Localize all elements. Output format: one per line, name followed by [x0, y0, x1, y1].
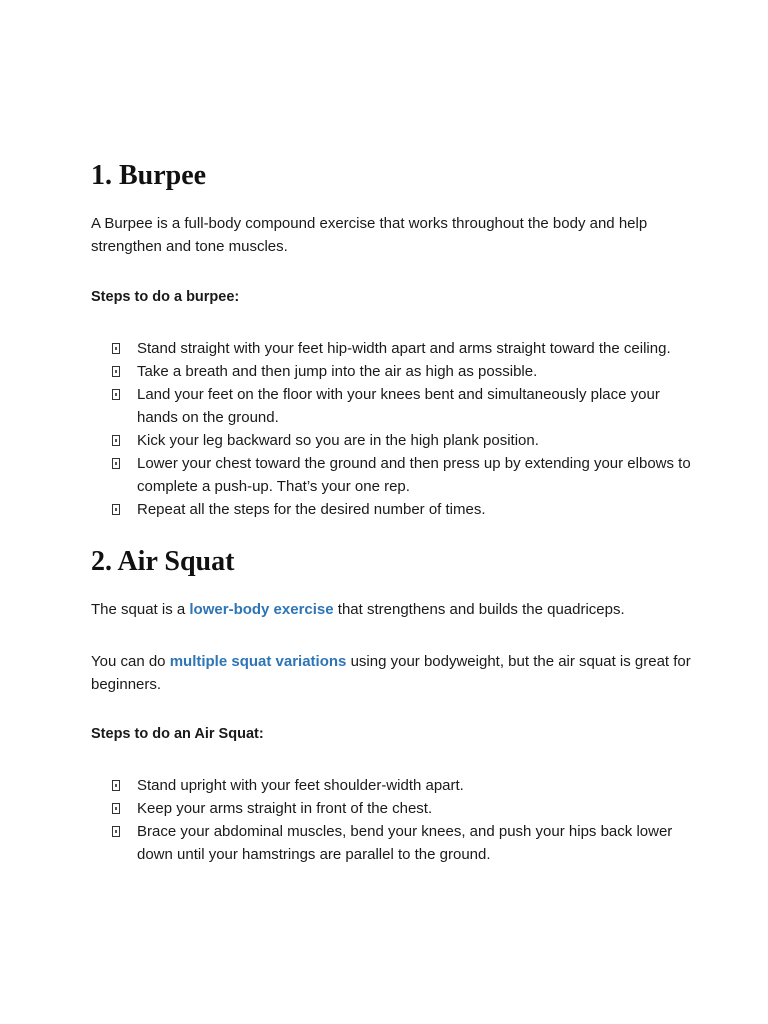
paragraph-text: The squat is a [91, 601, 190, 618]
burpee-steps-list [91, 337, 691, 521]
missing-glyph-box-icon [112, 504, 120, 515]
paragraph-text: using your bodyweight, but the air squat is great for beginners. [91, 653, 691, 693]
list-item-text: Repeat all the steps for the desired number of times. [137, 501, 486, 518]
list-item [91, 337, 691, 360]
missing-glyph-box-icon [112, 458, 120, 469]
list-item [91, 820, 691, 866]
missing-glyph-box-icon [112, 435, 120, 446]
list-item [91, 360, 691, 383]
list-item [91, 383, 691, 429]
list-item [91, 452, 691, 498]
missing-glyph-box-icon [112, 780, 120, 791]
missing-glyph-box-icon [112, 343, 120, 354]
list-item-text: Lower your chest toward the ground and then press up by extending your elbows to complete a push-up. That’s your one rep. [137, 455, 691, 495]
air-squat-paragraph-1 [91, 598, 691, 621]
list-item-text: Kick your leg backward so you are in the high plank position. [137, 432, 539, 449]
air-squat-steps-title: Steps to do an Air Squat: [91, 726, 264, 742]
list-item-text: Take a breath and then jump into the air as high as possible. [137, 363, 538, 380]
air-squat-heading: 2. Air Squat [91, 546, 235, 577]
lower-body-exercise-link[interactable]: lower-body exercise [189, 601, 334, 618]
paragraph-text: You can do [91, 653, 170, 670]
burpee-heading: 1. Burpee [91, 160, 207, 191]
air-squat-paragraph-2 [91, 650, 691, 696]
list-item-text: Stand straight with your feet hip-width apart and arms straight toward the ceiling. [137, 340, 671, 357]
list-item [91, 429, 691, 452]
missing-glyph-box-icon [112, 389, 120, 400]
burpee-steps-title: Steps to do a burpee: [91, 289, 240, 305]
paragraph-text: that strengthens and builds the quadriceps. [333, 601, 625, 618]
burpee-intro: A Burpee is a full-body compound exercise that works throughout the body and help strengthen and tone muscles. [91, 215, 648, 255]
squat-variations-link[interactable]: multiple squat variations [169, 653, 347, 670]
list-item [91, 774, 691, 797]
air-squat-steps-list [91, 774, 691, 866]
list-item [91, 797, 691, 820]
list-item-text: Brace your abdominal muscles, bend your knees, and push your hips back lower down until your hamstrings are parallel to the ground. [137, 823, 673, 863]
missing-glyph-box-icon [112, 826, 120, 837]
list-item-text: Keep your arms straight in front of the chest. [137, 800, 433, 817]
missing-glyph-box-icon [112, 366, 120, 377]
list-item-text: Stand upright with your feet shoulder-width apart. [137, 777, 464, 794]
list-item-text: Land your feet on the floor with your knees bent and simultaneously place your hands on the ground. [137, 386, 660, 426]
missing-glyph-box-icon [112, 803, 120, 814]
list-item [91, 498, 691, 521]
